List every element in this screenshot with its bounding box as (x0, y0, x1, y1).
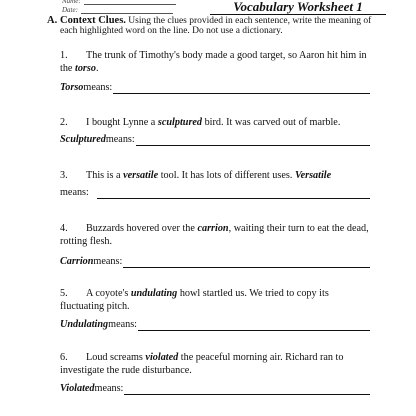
highlighted-word: undulating (130, 288, 178, 299)
answer-line-6[interactable] (60, 383, 370, 395)
question-text: A coyote's (86, 288, 131, 299)
answer-means-label: means: (93, 256, 123, 267)
date-label: Date: (62, 6, 78, 14)
answer-blank[interactable] (136, 135, 370, 146)
name-field (62, 0, 176, 5)
highlighted-word: sculptured (157, 117, 203, 128)
question-number: 3. (60, 170, 68, 181)
question-number: 6. (60, 352, 68, 363)
name-line[interactable] (84, 0, 176, 5)
answer-line-3[interactable] (60, 187, 370, 199)
question-number: 2. (60, 117, 68, 128)
question-4 (60, 222, 375, 248)
answer-blank[interactable] (138, 320, 370, 331)
question-text: I bought Lynne a (86, 117, 158, 128)
question-2 (60, 116, 375, 129)
answer-line-1[interactable] (60, 82, 370, 94)
section-heading: Context Clues. (60, 15, 126, 26)
answer-line-4[interactable] (60, 256, 370, 268)
page-title: Vocabulary Worksheet 1 (233, 0, 363, 14)
answer-word: Carrion (60, 256, 94, 267)
question-text-end: howl startled us. We tried to copy its fluctuating pitch. (60, 288, 329, 312)
highlighted-word: torso (75, 63, 96, 74)
question-6 (60, 351, 375, 377)
answer-blank[interactable] (113, 83, 370, 94)
section-instructions-text: Using the clues provided in each sentence, write the meaning of each highlighted word on the line. Do not use a dictionary. (60, 16, 372, 36)
answer-means-label: means: (83, 82, 113, 93)
question-number: 5. (60, 288, 68, 299)
answer-word: Torso (60, 82, 84, 93)
title-rule (210, 14, 386, 15)
question-text: Loud screams (86, 352, 146, 363)
question-text-end: , waiting their turn to eat the dead, rotting flesh. (60, 223, 369, 247)
question-text: Buzzards hovered over the (86, 223, 198, 234)
question-number: 4. (60, 223, 68, 234)
answer-means-label: means: (105, 134, 135, 145)
answer-blank[interactable] (124, 384, 370, 395)
answer-blank[interactable] (123, 257, 370, 268)
question-5 (60, 287, 375, 313)
answer-word: Violated (60, 383, 95, 394)
question-text: The trunk of Timothy's body made a good target, so Aaron hit him in the (60, 50, 367, 74)
highlighted-word: violated (145, 352, 179, 363)
question-text-end: . (95, 63, 99, 74)
question-text-end: tool. It has lots of different uses. (158, 170, 295, 181)
question-text: This is a (86, 170, 124, 181)
date-field (62, 6, 173, 14)
question-1 (60, 49, 375, 75)
answer-means-label: means: (60, 187, 89, 198)
name-label: Name: (62, 0, 81, 5)
answer-word: Sculptured (60, 134, 106, 145)
question-number: 1. (60, 50, 68, 61)
answer-line-2[interactable] (60, 134, 370, 146)
section-letter: A. (47, 15, 58, 26)
answer-means-label: means: (94, 383, 124, 394)
question-text-end: bird. It was carved out of marble. (202, 117, 341, 128)
section-instructions (47, 15, 390, 36)
answer-word: Undulating (60, 319, 109, 330)
highlighted-word-repeat: Versatile (294, 170, 332, 181)
answer-blank[interactable] (97, 188, 370, 199)
answer-line-5[interactable] (60, 319, 370, 331)
question-3 (60, 169, 375, 182)
answer-means-label: means: (108, 319, 137, 330)
highlighted-word: versatile (123, 170, 159, 181)
date-line[interactable] (81, 7, 173, 14)
highlighted-word: carrion (197, 223, 229, 234)
question-text-end: the peaceful morning air. Richard ran to investigate the rude disturbance. (60, 352, 344, 376)
